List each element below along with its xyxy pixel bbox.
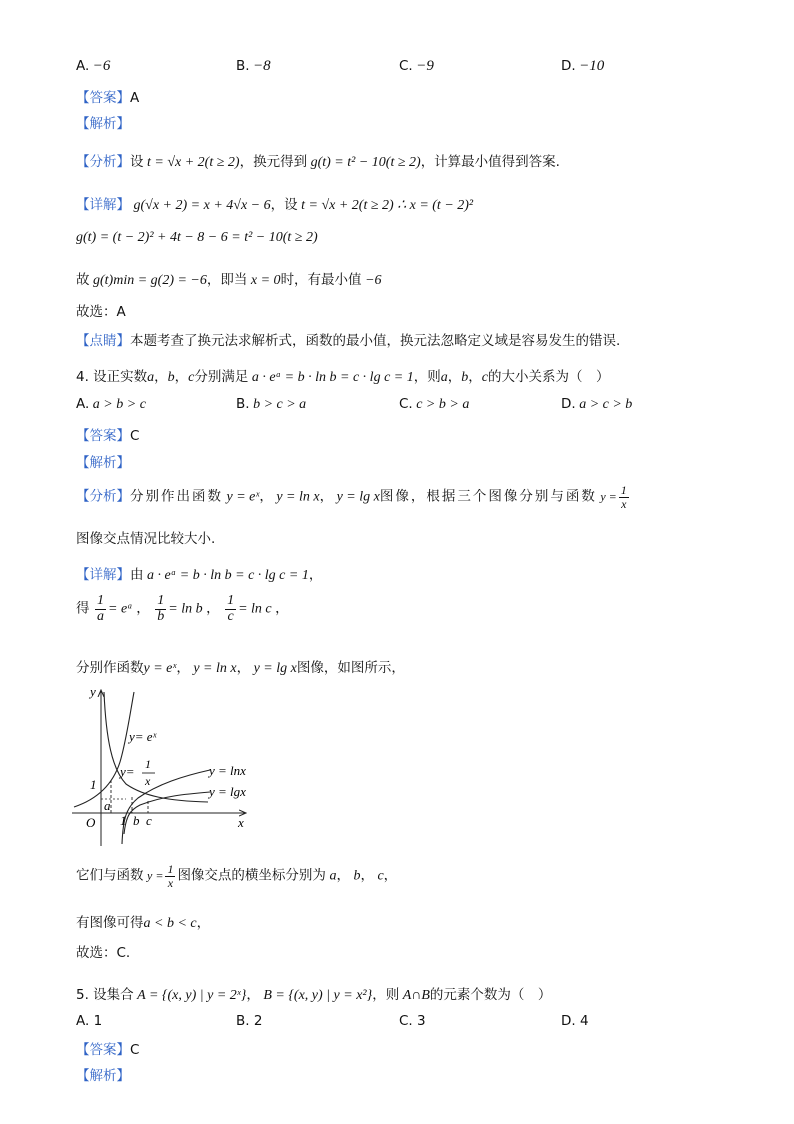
curve-exp [74,692,134,807]
q4-stem: 4. 设正实数a，b，c分别满足 a · eᵃ = b · ln b = c · lg c = 1，则a，b，c的大小关系为（ ） [76,369,610,385]
q3-option-c: C. −9 [399,58,434,74]
one-x-label: 1 [120,813,127,828]
q3-option-d: D. −10 [561,58,605,74]
q4-xiangjie: 【详解】由 a · eᵃ = b · ln b = c · lg c = 1， [76,567,323,583]
q4-choice: 故选：C. [76,945,131,961]
function-graph [68,684,258,850]
q4-option-a: A. a > b > c [76,396,146,412]
q4-fenxi: 【分析】分别作出函数 y = eˣ， y = ln x， y = lg x图像，根据三个图像分别与函数 y = $\frac{1}{x}$ [76,483,627,511]
y-axis-label: y [90,684,96,699]
label-exp: y= eˣ [129,729,157,744]
one-y-label: 1 [90,777,97,792]
q4-jiao-line: 它们与函数 y = $\frac{1}{x}$ 图像交点的横坐标分别为 a， b， c， [76,862,398,890]
q4-ketu-line: 有图像可得a < b < c， [76,915,211,931]
q5-answer: 【答案】C [76,1042,140,1058]
q3-dianjing: 【点睛】本题考查了换元法求解析式，函数的最小值，换元法忽略定义域是容易发生的错误. [76,333,621,349]
q3-option-b: B. −8 [236,58,271,74]
q5-option-d: D. 4 [561,1013,589,1029]
q4-option-b: B. b > c > a [236,396,307,412]
q4-analysis-heading: 【解析】 [76,455,130,471]
q3-g-expression: g(t) = (t − 2)² + 4t − 8 − 6 = t² − 10(t ≥ 2) [76,230,318,245]
q4-zuo-line: 分别作函数y = eˣ， y = ln x， y = lg x图像，如图所示， [76,660,405,676]
q3-answer: 【答案】A [76,90,140,106]
q3-option-a: A. −6 [76,58,111,74]
label-lg: y = lgx [209,784,246,799]
curve-reciprocal [104,692,208,802]
label-recip-num: 1 [145,757,151,771]
q3-min-line: 故 g(t)min = g(2) = −6，即当 x = 0时，有最小值 −6 [76,272,382,288]
q4-option-d: D. a > c > b [561,396,633,412]
q3-choice: 故选：A [76,304,126,320]
origin-label: O [86,815,96,830]
curve-ln [122,770,210,844]
q3-fenxi: 【分析】设 t = √x + 2(t ≥ 2)，换元得到 g(t) = t² − 10(t ≥ 2)，计算最小值得到答案. [76,154,560,170]
q3-analysis-heading: 【解析】 [76,116,130,132]
q5-stem: 5. 设集合 A = {(x, y) | y = 2ˣ}， B = {(x, y) | y = x²}，则 A∩B的元素个数为（ ） [76,987,552,1003]
q5-option-b: B. 2 [236,1013,263,1029]
label-recip-y: y= [120,764,135,779]
q4-fenxi-line2: 图像交点情况比较大小. [76,531,216,547]
b-label: b [133,813,140,828]
x-axis-label: x [238,815,244,830]
q5-option-c: C. 3 [399,1013,426,1029]
q4-option-c: C. c > b > a [399,396,470,412]
q3-xiangjie: 【详解】 g(√x + 2) = x + 4√x − 6，设 t = √x + 2(t ≥ 2) ∴ x = (t − 2)² [76,197,474,213]
c-label: c [146,813,152,828]
q5-option-a: A. 1 [76,1013,103,1029]
a-label: a [104,798,111,813]
q5-analysis-heading: 【解析】 [76,1068,130,1084]
q4-answer: 【答案】C [76,428,140,444]
label-recip-den: x [145,774,151,788]
q4-de-line: 得 $\frac{1}{a}$ = eᵃ ， $\frac{1}{b}$ = ln b ， $\frac{1}{c}$ = ln c ， [76,593,289,624]
label-ln: y = lnx [209,763,246,778]
